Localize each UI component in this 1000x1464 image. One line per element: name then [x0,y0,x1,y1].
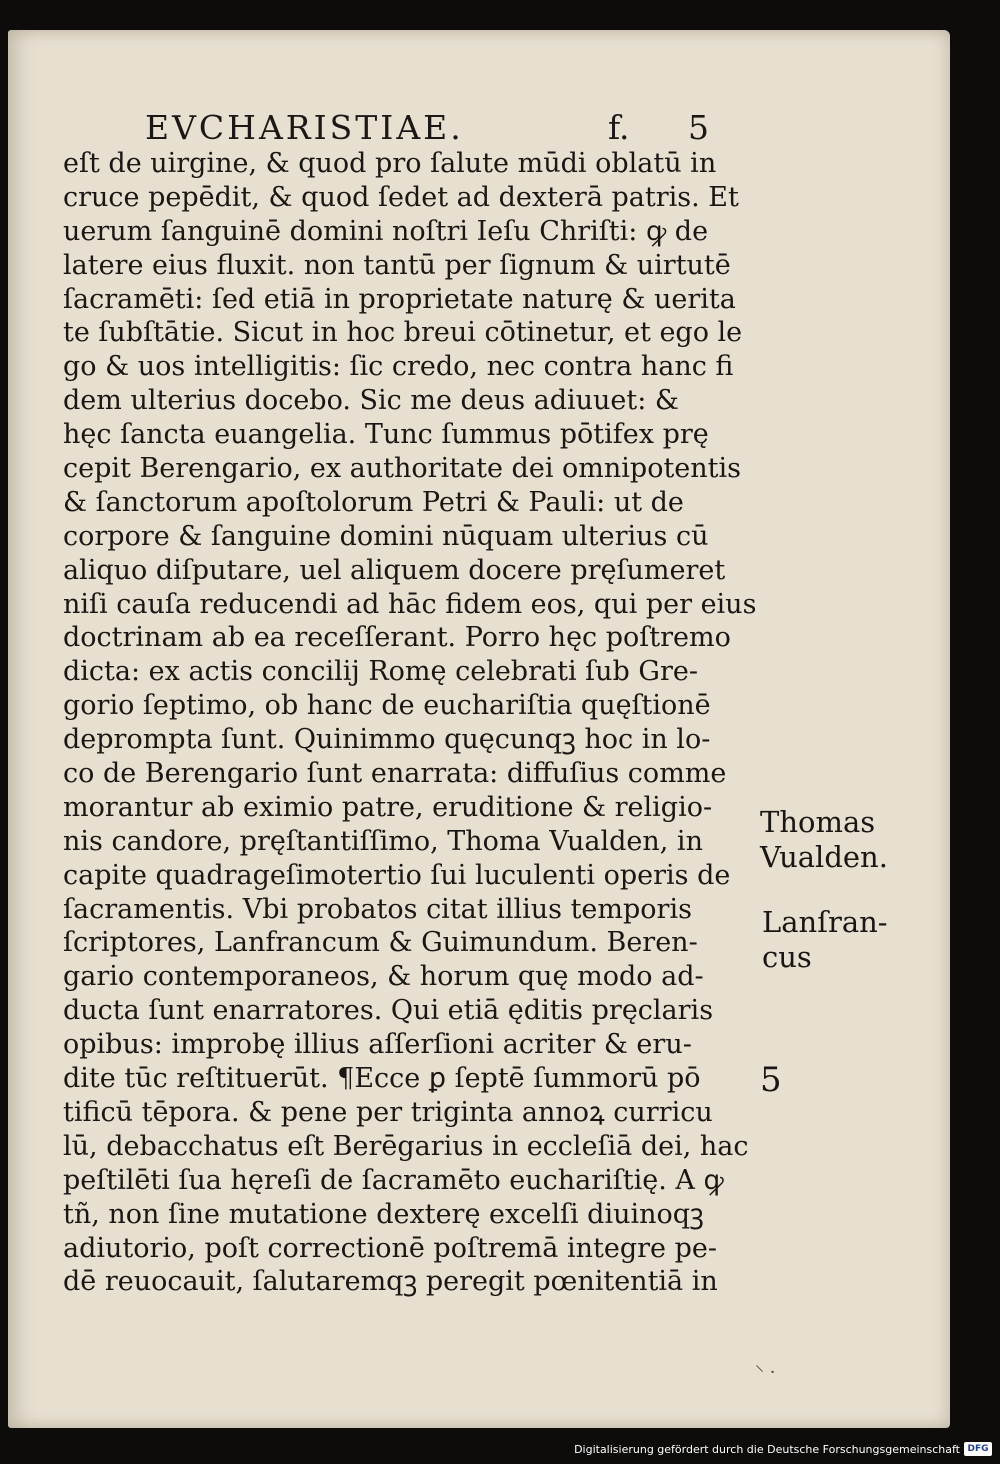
page-number: 5 [688,108,709,147]
text-line: tificū tēpora. & pene per triginta annoꝝ curricu [63,1096,713,1128]
text-line: dem ulterius docebo. Sic me deus adiuuet: & [63,385,679,417]
text-line: deprompta ſunt. Quinimmo quęcunqꝫ hoc in lo- [63,724,711,756]
margin-note-line: cus [762,940,812,974]
text-line: lū, debacchatus eſt Berēgarius in eccleſiā dei, hac [63,1130,749,1162]
body-text [63,147,757,1299]
text-line: peſtilēti ſua hęreſi de ſacramēto euchariſtię. A ꝙ [63,1164,724,1196]
footer-bar [0,1430,1000,1464]
text-line: eſt de uirgine, & quod pro ſalute mūdi oblatū in [63,148,717,179]
text-line: tñ, non ſine mutatione dexterę excelſi diuinoqꝫ [63,1198,704,1230]
text-line: hęc ſancta euangelia. Tunc ſummus pōtifex prę [63,419,709,451]
text-line: capite quadrageſimotertio ſui luculenti operis de [63,859,731,891]
text-line: dicta: ex actis concilij Romę celebrati ſub Gre- [63,656,698,688]
text-line: cepit Berengario, ex authoritate dei omnipotentis [63,453,742,485]
text-line: cruce pepēdit, & quod ſedet ad dexterā patris. Et [63,181,739,213]
text-line: & ſanctorum apoſtolorum Petri & Pauli: ut de [63,486,684,518]
text-line: te ſubſtātie. Sicut in hoc breui cōtinetur, et ego le [63,317,743,349]
text-line: dite tūc reſtituerūt. ¶Ecce ꝑ ſeptē ſummorū pō [63,1063,701,1095]
text-line: gorio ſeptimo, ob hanc de euchariſtia quęſtionē [63,690,711,722]
margin-note-line: Thomas [760,805,876,839]
text-line: adiutorio, poſt correctionē poſtremā integre pe- [63,1232,717,1264]
text-line: niſi cauſa reducendi ad hāc fidem eos, qui per eius [63,588,757,620]
margin-note-thomas-vualden [760,805,888,875]
text-line: dē reuocauit, ſalutaremqꝫ peregit pœnitentiā in [63,1266,718,1298]
text-line: doctrinam ab ea receſſerant. Porro hęc poſtremo [63,622,731,654]
margin-note-line: Lanſran- [762,905,888,939]
margin-section-mark: 5 [760,1060,782,1100]
dfg-logo: DFG [964,1442,992,1456]
paper-specks: ⸌ · [755,1362,776,1383]
text-line: corpore & ſanguine domini nūquam ulterius cū [63,520,709,552]
margin-note-line: Vualden. [760,840,888,874]
text-line: uerum ſanguinē domini noſtri Ieſu Chriſti: ꝙ de [63,215,709,247]
folio-mark: f. [608,108,630,147]
funding-credit: Digitalisierung gefördert durch die Deutsche Forschungsgemeinschaft [574,1443,960,1456]
text-line: gario contemporaneos, & horum quę modo ad- [63,961,704,993]
text-line: aliquo diſputare, uel aliquem docere pręſumeret [63,554,726,586]
text-line: ſcriptores, Lanfrancum & Guimundum. Beren- [63,927,698,959]
text-line: ſacramentis. Vbi probatos citat illius temporis [63,893,692,925]
text-line: morantur ab eximio patre, eruditione & religio- [63,791,713,823]
margin-note-lanfrancus [762,905,888,975]
text-line: nis candore, pręſtantiſſimo, Thoma Vualden, in [63,825,703,857]
text-line: ſacramēti: ſed etiā in proprietate naturę & uerita [63,283,736,315]
text-line: ducta ſunt enarratores. Qui etiā ęditis pręclaris [63,995,714,1027]
text-line: go & uos intelligitis: ſic credo, nec contra hanc fi [63,351,734,383]
text-line: latere eius fluxit. non tantū per ſignum & uirtutē [63,249,731,281]
text-line: co de Berengario ſunt enarrata: diffuſius comme [63,758,727,790]
text-line: opibus: improbę illius aſſerſioni acriter & eru- [63,1029,692,1061]
running-title: EVCHARISTIAE. [145,108,464,147]
